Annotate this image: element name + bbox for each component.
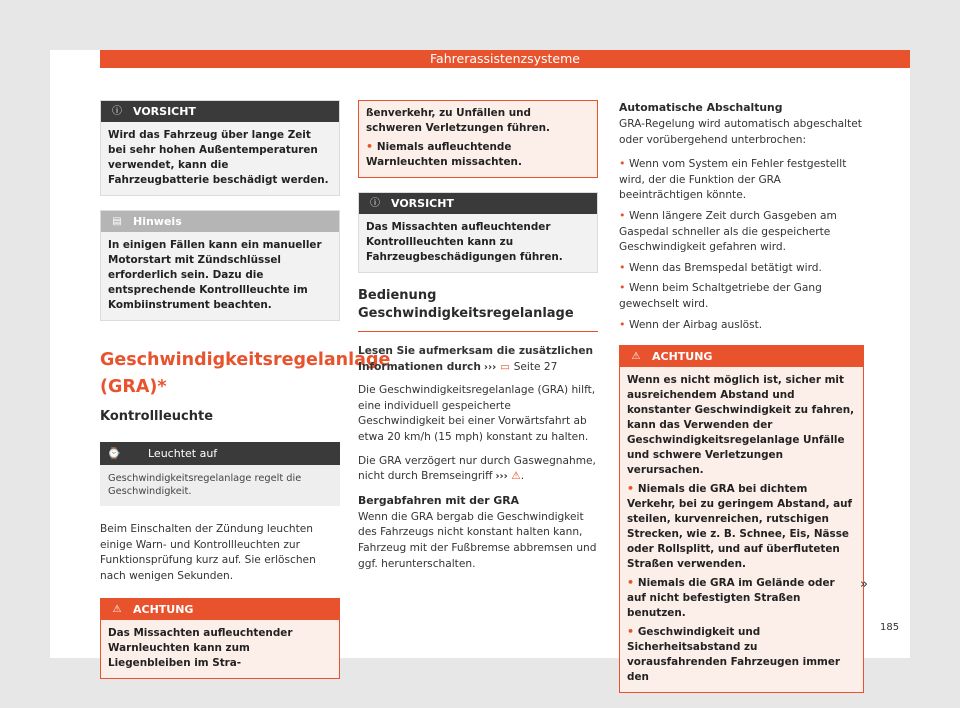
note-icon: ▤ <box>112 216 122 227</box>
info-circle-icon: ⓘ <box>112 106 122 117</box>
hinweis-box: ▤ Hinweis In einigen Fällen kann ein manueller Motorstart mit Zündschlüssel erforderlich sein. Dazu die entsprechende Kontrollleuchte im Kombiinstrument beachten. <box>100 210 340 321</box>
manual-page <box>50 50 910 684</box>
page-number: 185 <box>880 622 900 633</box>
column-2 <box>358 100 598 580</box>
vorsicht-box-battery: ⓘ VORSICHT Wird das Fahrzeug über lange Zeit bei sehr hohen Außentemperaturen verwendet, kann die Fahrzeugbatterie beschädigt werden. <box>100 100 340 196</box>
lead-paragraph: Lesen Sie aufmerksam die zusätzlichen Informationen durch ››› ▭ Seite 27 <box>358 345 594 373</box>
achtung-box-continued: ßenverkehr, zu Unfällen und schweren Verletzungen führen. • Niemals aufleuchtende Warnleuchten missachten. <box>358 100 598 178</box>
paragraph-bergab: Wenn die GRA bergab die Geschwindigkeit des Fahrzeugs nicht konstant halten kann, Fahrzeug mit der Fußbremse abbremsen und ggf. herunterschalten. <box>358 510 597 570</box>
paragraph-ignition: Beim Einschalten der Zündung leuchten einige Warn- und Kontrollleuchten zur Funktionsprüfung kurz auf. Sie erlöschen nach wenigen Sekunden. <box>100 523 316 582</box>
subheading-abschaltung: Automatische Abschaltung <box>619 101 783 114</box>
paragraph-gra-intro: Die Geschwindigkeitsregelanlage (GRA) hilft, eine individuell gespeicherte Geschwindigkeit bei einer Vorwärtsfahrt ab etwa 20 km/h (15 mph) konstant zu halten. <box>358 384 596 443</box>
list-item: • Wenn das Bremspedal betätigt wird. <box>619 260 822 274</box>
subheading-bergab: Bergabfahren mit der GRA <box>358 493 519 507</box>
section-title-gra: Geschwindigkeitsregelanlage (GRA)* <box>100 350 391 397</box>
bullet-icon: • <box>366 140 377 153</box>
column-3 <box>619 100 864 707</box>
speedometer-icon: ⌚ <box>107 447 121 460</box>
warning-triangle-icon: ⚠ <box>631 351 641 363</box>
warning-triangle-icon: ⚠ <box>112 604 122 616</box>
achtung-box-gra: ⚠ ACHTUNG Wenn es nicht möglich ist, sicher mit ausreichendem Abstand und konstanter Geschwindigkeit zu fahren, kann das Verwenden der Geschwindigkeitsregelanlage Unfälle und schwere Verletzungen verursachen. • Niemals die GRA bei dichtem Verkehr, bei zu geringem Abstand, auf steilen, kurvenreichen, rutschigen Strecken, wie z. B. Schnee, Eis, Nässe oder Rollsplitt, und auf überfluteten Straßen verwenden. • Niemals die GRA im Gelände oder auf nicht befestigten Straßen benutzen. • Geschwindigkeit und Sicherheitsabstand zu vorausfahrenden Fahrzeugen immer den <box>619 345 864 693</box>
list-item: • Wenn der Airbag auslöst. <box>619 317 763 331</box>
list-item: • Wenn längere Zeit durch Gasgeben am Gaspedal schneller als die gespeicherte Geschwindigkeit gefahren wird. <box>619 208 837 254</box>
vorsicht-box-kontrollleuchten: ⓘ VORSICHT Das Missachten aufleuchtender Kontrollleuchten kann zu Fahrzeugbeschädigungen führen. <box>358 192 598 273</box>
list-item: • Wenn beim Schaltgetriebe der Gang gewechselt wird. <box>619 281 822 310</box>
list-item: • Geschwindigkeit und Sicherheitsabstand zu vorausfahrenden Fahrzeugen immer den <box>627 625 841 684</box>
list-item: • Niemals die GRA im Gelände oder auf nicht befestigten Straßen benutzen. <box>627 576 835 620</box>
list-item: • Niemals die GRA bei dichtem Verkehr, bei zu geringem Abstand, auf steilen, kurvenreichen, rutschigen Strecken, wie z. B. Schnee, Eis, Nässe oder Rollsplitt, und auf überfluteten Straßen verwenden. <box>627 482 853 571</box>
page-reference-link[interactable]: Seite 27 <box>513 360 558 373</box>
achtung-box-warnleuchten: ⚠ ACHTUNG Das Missachten aufleuchtender Warnleuchten kann zum Liegenbleiben im Stra- <box>100 598 340 679</box>
info-circle-icon: ⓘ <box>370 198 380 209</box>
subsection-title-kontrollleuchte: Kontrollleuchte <box>100 409 214 424</box>
paragraph-abschaltung: GRA-Regelung wird automatisch abgeschaltet oder vorübergehend unterbrochen: <box>619 118 862 146</box>
continue-marker: » <box>860 577 868 592</box>
section-title-bedienung: Bedienung Geschwindigkeitsregelanlage <box>358 287 598 332</box>
page-header: Fahrerassistenzsysteme <box>100 50 910 68</box>
column-1 <box>100 100 391 693</box>
warning-lamp-box: ⌚ Leuchtet auf Geschwindigkeitsregelanlage regelt die Geschwindigkeit. <box>100 442 340 506</box>
book-reference-icon: ▭ <box>499 360 510 373</box>
warning-triangle-icon: ⚠ <box>511 470 521 483</box>
list-item: • Wenn vom System ein Fehler festgestellt wird, der die Funktion der GRA beeinträchtigen könnte. <box>619 157 847 202</box>
paragraph-gra-brake: Die GRA verzögert nur durch Gaswegnahme, nicht durch Bremseingriff ››› ⚠. <box>358 454 596 483</box>
